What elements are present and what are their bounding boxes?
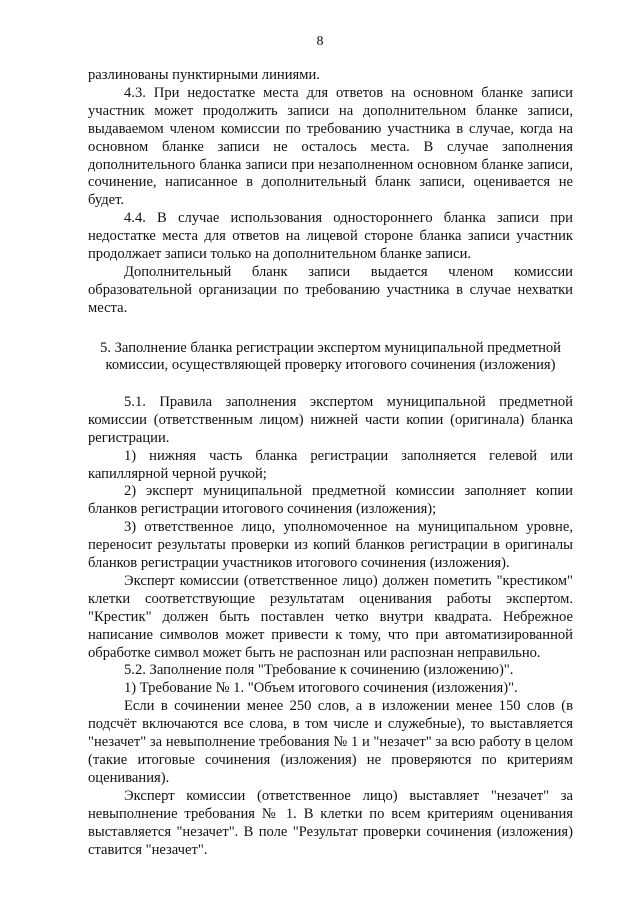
paragraph-4-4: 4.4. В случае использования одностороннего бланка записи при недостатке места для ответов на лицевой стороне бланка записи участник продолжает записи только на дополнительном бланке записи. — [88, 210, 573, 263]
paragraph-continuation: разлинованы пунктирными линиями. — [88, 67, 320, 83]
paragraph-requirement-1: 1) Требование № 1. "Объем итогового сочинения (изложения)". — [124, 680, 518, 697]
paragraph-expert-fail: Эксперт комиссии (ответственное лицо) выставляет "незачет" за невыполнение требования № 1. В клетки по всем критериям оценивания выставляется "незачет". В поле "Результат проверки сочинения (изложения) ставится "незачет". — [88, 787, 573, 858]
document-body — [88, 67, 573, 859]
paragraph-5-1: 5.1. Правила заполнения экспертом муниципальной предметной комиссии (ответственным лицом) нижней части копии (оригинала) бланка регистрации. — [88, 393, 573, 446]
page-number: 8 — [316, 34, 324, 49]
list-item-3: 3) ответственное лицо, уполномоченное на муниципальном уровне, переносит результаты проверки из копий бланков регистрации в оригиналы бланков регистрации участников итогового сочинения (изложения). — [88, 519, 573, 572]
paragraph-word-count: Если в сочинении менее 250 слов, а в изложении менее 150 слов (в подсчёт включаются все слова, в том числе и служебные), то выставляется "незачет" за невыполнение требования № 1 и "незачет" за всю работу в целом (такие итоговые сочинения (изложения) не проверяются по критериям оценивания). — [88, 698, 573, 786]
list-item-2: 2) эксперт муниципальной предметной комиссии заполняет копии бланков регистрации итогового сочинения (изложения); — [88, 483, 573, 518]
paragraph-4-3: 4.3. При недостатке места для ответов на основном бланке записи участник может продолжить записи на дополнительном бланке записи, выдаваемом членом комиссии по требованию участника в случае, когда на основном бланке записи не осталось места. В случае заполнения дополнительного бланка записи при незаполненном основном бланке записи, сочинение, написанное в дополнительный бланк записи, оценивается не будет. — [88, 84, 573, 209]
list-item-1: 1) нижняя часть бланка регистрации заполняется гелевой или капиллярной черной ручкой; — [88, 447, 573, 482]
paragraph-additional-blank: Дополнительный бланк записи выдается членом комиссии образовательной организации по требованию участника в случае нехватки места. — [88, 263, 573, 316]
section-heading: 5. Заполнение бланка регистрации экспертом муниципальной предметной комиссии, осуществляющей проверку итогового сочинения (изложения) — [100, 339, 561, 374]
paragraph-5-2: 5.2. Заполнение поля "Требование к сочинению (изложению)". — [124, 662, 514, 679]
paragraph-expert-marking: Эксперт комиссии (ответственное лицо) должен пометить "крестиком" клетки соответствующие результатам оценивания работы экспертом. "Крестик" должен быть поставлен четко внутри квадрата. Небрежное написание символов может привести к тому, что при автоматизированной обработке символ может быть не распознан или распознан неправильно. — [88, 572, 573, 661]
